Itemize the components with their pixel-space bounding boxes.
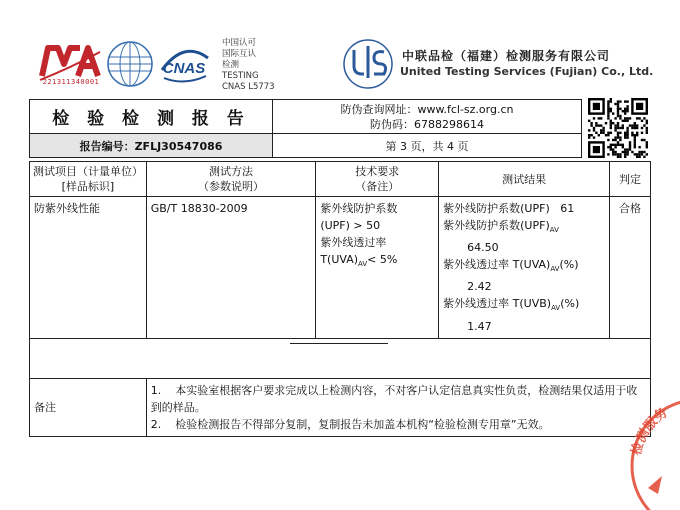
result-line: 紫外线防护系数(UPF) 61	[443, 202, 575, 215]
result-value: 64.50	[467, 241, 499, 255]
page-info: 第 3 页，共 4 页	[273, 134, 582, 158]
req-text: T(UVA)	[320, 253, 359, 266]
header-method-line1: 测试方法	[209, 165, 254, 178]
result-text: 紫外线防护系数(UPF)	[443, 219, 550, 232]
verify-url: 防伪查询网址：www.fcl-sz.org.cn	[340, 103, 514, 116]
result-value: 2.42	[467, 280, 492, 294]
cell-result	[439, 197, 610, 339]
company-name-en: United Testing Services (Fujian) Co., Ltd.	[400, 65, 654, 78]
ilac-mra-logo	[106, 40, 154, 88]
remarks-note: 2. 检验检测报告不得部分复制，复制报告未加盖本机构“检验检测专用章”无效。	[150, 417, 550, 431]
remarks-note: 1. 本实验室根据客户要求完成以上检测内容，不对客户认定信息真实性负责，检测结果仅适用于收到的样品。	[150, 383, 638, 414]
remarks-row	[30, 378, 651, 436]
header-req-line2: （备注）	[355, 180, 400, 193]
req-line: 紫外线防护系数	[320, 202, 398, 215]
header-test-method	[146, 162, 316, 197]
header-method-line2: （参数说明）	[198, 180, 265, 193]
cnas-logo	[156, 40, 212, 88]
cell-test-method: GB/T 18830-2009	[146, 197, 316, 339]
result-line	[443, 295, 605, 317]
header-judgement: 判定	[610, 162, 651, 197]
end-rule	[290, 343, 388, 344]
cnas-accreditation-text: 中国认可 国际互认 检测 TESTING CNAS L5773	[222, 38, 275, 92]
result-sub: AV	[550, 265, 560, 274]
uts-logo	[340, 38, 396, 90]
blank-row	[30, 338, 651, 378]
remarks-label: 备注	[30, 378, 147, 436]
result-sub: AV	[551, 304, 561, 313]
header-test-item	[30, 162, 147, 197]
cell-requirement	[316, 197, 439, 339]
table-header-row	[30, 162, 651, 197]
header-req-line1: 技术要求	[355, 165, 400, 178]
result-text: (%)	[560, 297, 580, 311]
results-table	[29, 161, 651, 437]
header-result: 测试结果	[439, 162, 610, 197]
req-text: < 5%	[367, 253, 398, 266]
header-item-line2: [样品标识]	[61, 180, 115, 193]
report-number: 报告编号：ZFLJ30547086	[29, 134, 273, 158]
table-row	[30, 197, 651, 339]
company-name-cn: 中联品检（福建）检测服务有限公司	[402, 49, 611, 63]
result-text: 紫外线透过率 T(UVA)	[443, 258, 551, 272]
stamp-text-path: 检测服务	[629, 405, 671, 458]
req-line: (UPF) > 50	[320, 219, 381, 232]
result-text: (%)	[559, 258, 579, 272]
result-line	[443, 217, 605, 239]
req-sub: AV	[358, 260, 368, 269]
report-title: 检 验 检 测 报 告	[29, 99, 273, 134]
blank-cell	[30, 338, 651, 378]
result-line	[443, 256, 605, 278]
qr-code	[588, 98, 648, 158]
header-item-line1: 测试项目（计量单位）	[33, 165, 143, 178]
verification-info	[273, 99, 582, 134]
result-text: 紫外线透过率 T(UVB)	[443, 297, 552, 311]
header-requirement	[316, 162, 439, 197]
cell-judgement: 合格	[610, 197, 651, 339]
result-value: 1.47	[467, 319, 492, 333]
req-line: 紫外线透过率	[320, 236, 387, 249]
stamp-text	[628, 404, 671, 457]
req-line	[320, 251, 434, 273]
cnas-logo-text: CNAS	[162, 60, 206, 77]
remarks-content	[146, 378, 650, 436]
cma-code: 221311340001	[42, 78, 100, 86]
official-stamp	[618, 396, 680, 510]
result-sub: AV	[549, 226, 559, 235]
cell-test-item: 防紫外线性能	[30, 197, 147, 339]
verify-code: 防伪码：6788298614	[370, 118, 484, 131]
